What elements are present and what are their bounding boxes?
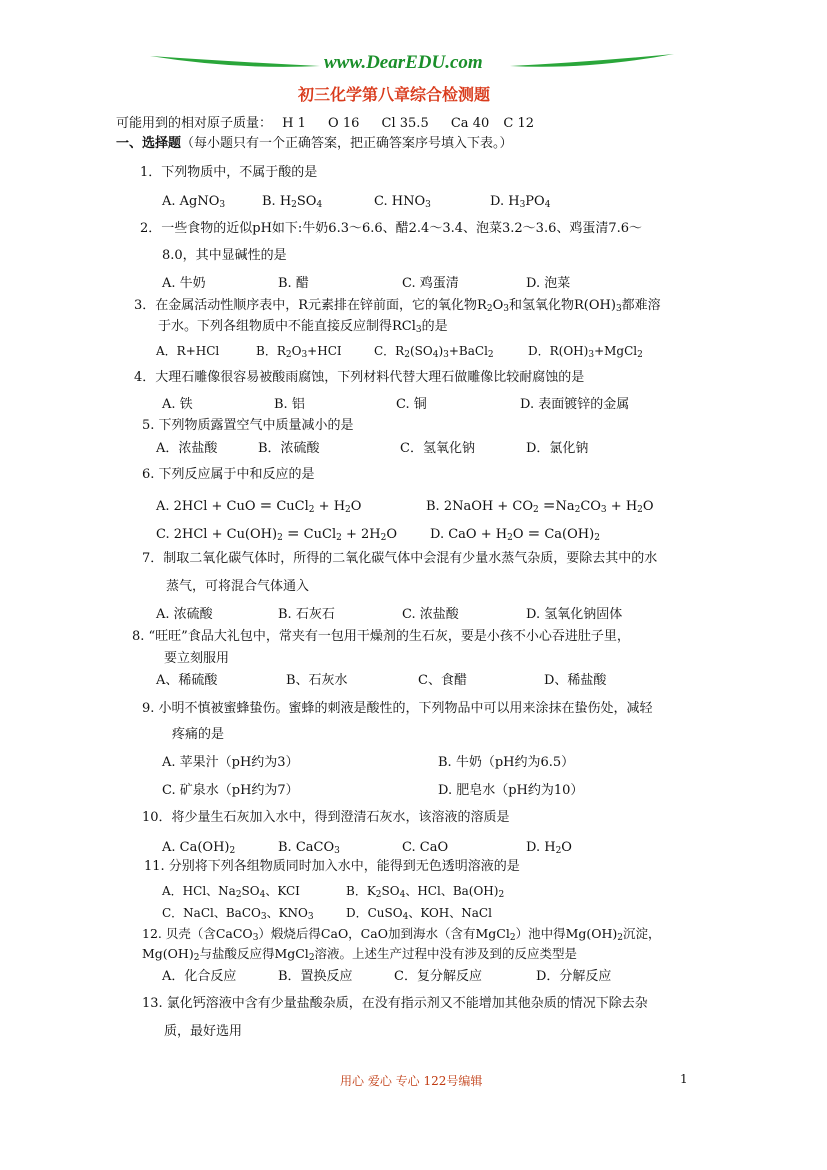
q5-option-b: B．浓硫酸: [258, 441, 320, 456]
q1-option-a: A. AgNO$_3$: [162, 194, 226, 210]
q1-stem: 1．下列物质中，不属于酸的是: [140, 165, 318, 180]
q9-option-b: B. 牛奶（pH约为6.5）: [438, 755, 575, 770]
q2-option-b: B. 醋: [278, 276, 309, 291]
atomic-mass-line: [116, 116, 534, 132]
q4-stem: 4．大理石雕像很容易被酸雨腐蚀，下列材料代替大理石做雕像比较耐腐蚀的是: [134, 370, 585, 385]
q6-option-a: A. 2HCl + CuO = CuCl$_2$ + $H_2O$: [156, 496, 362, 515]
q6-stem: 6. 下列反应属于中和反应的是: [142, 467, 315, 482]
q4-option-b: B. 铝: [274, 397, 305, 412]
q11-stem: 11. 分别将下列各组物质同时加入水中，能得到无色透明溶液的是: [144, 859, 520, 874]
mass-cl: Cl 35.5: [381, 116, 429, 131]
q2-option-a: A. 牛奶: [162, 276, 206, 291]
q11-option-d: D．CuSO$_4$、KOH、NaCl: [346, 906, 492, 922]
q3-option-b: B．$R_2O_3+HCI$: [256, 344, 342, 360]
q10-stem: 10．将少量生石灰加入水中，得到澄清石灰水，该溶液的溶质是: [142, 810, 510, 825]
q5-option-c: C．氢氧化钠: [400, 441, 475, 456]
q7-option-b: B. 石灰石: [278, 607, 335, 622]
q5-option-a: A．浓盐酸: [156, 441, 218, 456]
q8-option-d: D、稀盐酸: [544, 673, 607, 688]
site-logo: www.DearEDU.com: [324, 52, 483, 73]
q6-option-b: B. 2NaOH + $CO_2 =Na_2CO_3 + H_2O$: [426, 496, 654, 515]
q10-option-c: C. CaO: [402, 840, 449, 855]
q9-stem-line1: 9. 小明不慎被蜜蜂蛰伤。蜜蜂的刺液是酸性的，下列物品中可以用来涂抹在蛰伤处，减轻: [142, 701, 653, 716]
footer-text: 用心 爱心 专心 122号编辑: [340, 1074, 483, 1088]
q2-option-c: C. 鸡蛋清: [402, 276, 459, 291]
left-swoosh-decoration: [148, 52, 323, 74]
q11-option-c: C．NaCl、BaCO$_3$、$KNO_3$: [162, 906, 314, 922]
q9-option-d: D. 肥皂水（pH约为10）: [438, 783, 584, 798]
q8-option-b: B、石灰水: [286, 673, 348, 688]
q11-option-b: B．$K_2SO_4$、HCl、$Ba(OH)_2$: [346, 884, 505, 900]
q12-option-d: D．分解反应: [536, 969, 612, 984]
section-note: （每小题只有一个正确答案，把正确答案序号填入下表。）: [181, 136, 513, 151]
q1-option-d: D. $H_3PO_4$: [490, 194, 551, 210]
q3-option-d: D．$R(OH)_3+MgCl_2$: [528, 344, 643, 360]
atomic-mass-label: 可能用到的相对原子质量：: [116, 116, 273, 131]
q3-stem-line2: 于水。下列各组物质中不能直接反应制得RCl$_3$的是: [158, 319, 448, 335]
q12-stem-line2: $Mg(OH)_2$与盐酸反应得MgCl$_2$溶液。上述生产过程中没有涉及到的反应类型是: [142, 946, 578, 963]
q12-option-b: B．置换反应: [278, 969, 353, 984]
q13-stem-line2: 质，最好选用: [164, 1024, 243, 1039]
q1-option-b: B. $H_2SO_4$: [262, 194, 323, 210]
page-number: 1: [680, 1072, 688, 1086]
q9-stem-line2: 疼痛的是: [172, 727, 225, 742]
q5-option-d: D．氯化钠: [526, 441, 589, 456]
q13-stem-line1: 13. 氯化钙溶液中含有少量盐酸杂质，在没有指示剂又不能增加其他杂质的情况下除去杂: [142, 996, 648, 1011]
q11-option-a: A．HCl、$Na_2SO_4$、KCI: [162, 884, 300, 900]
q8-stem-line1: 8. “旺旺”食品大礼包中，常夹有一包用干燥剂的生石灰，要是小孩不小心吞进肚子里，: [132, 629, 630, 644]
q12-option-a: A．化合反应: [162, 969, 237, 984]
q7-option-a: A. 浓硫酸: [156, 607, 213, 622]
mass-h: H 1: [282, 116, 306, 131]
section-heading: 一、选择题: [116, 136, 182, 151]
mass-o: O 16: [328, 116, 360, 131]
q6-option-c: C. $2HCl + Cu(OH)_2$ = CuCl$_2$ + $2H_2O$: [156, 524, 398, 543]
section-heading-line: [116, 136, 513, 152]
q10-option-b: B. CaCO$_3$: [278, 840, 340, 856]
q7-option-d: D. 氢氧化钠固体: [526, 607, 623, 622]
q4-option-c: C. 铜: [396, 397, 427, 412]
q3-stem-line1: 3．在金属活动性顺序表中，R元素排在锌前面，它的氧化物$R_2O_3$和氢氧化物$R(OH)_3$都难溶: [134, 298, 661, 314]
q10-option-d: D. $H_2O$: [526, 840, 572, 856]
q6-option-d: D. CaO + $H_2O = Ca(OH)_2$: [430, 524, 600, 543]
q2-stem-line1: 2．一些食物的近似pH如下:牛奶6.3～6.6、醋2.4～3.4、泡菜3.2～3.6、鸡蛋清7.6～: [140, 221, 643, 236]
q10-option-a: A. $Ca(OH)_2$: [162, 840, 236, 856]
q4-option-a: A. 铁: [162, 397, 193, 412]
q8-stem-line2: 要立刻服用: [164, 651, 230, 666]
q7-stem-line2: 蒸气，可将混合气体通入: [166, 579, 310, 594]
page-title: 初三化学第八章综合检测题: [298, 85, 491, 104]
q12-option-c: C．复分解反应: [394, 969, 482, 984]
mass-ca: Ca 40: [450, 116, 490, 131]
mass-c: C 12: [503, 116, 534, 131]
q2-option-d: D. 泡菜: [526, 276, 571, 291]
q4-option-d: D. 表面镀锌的金属: [520, 397, 630, 412]
q3-option-a: A．R+HCl: [156, 344, 220, 358]
q9-option-c: C. 矿泉水（pH约为7）: [162, 783, 299, 798]
q3-option-c: C．$R_2(SO_4)_3+BaCl_2$: [374, 344, 494, 360]
q7-option-c: C. 浓盐酸: [402, 607, 459, 622]
q2-stem-line2: 8.0，其中显碱性的是: [162, 248, 287, 263]
q8-option-c: C、食醋: [418, 673, 467, 688]
q7-stem-line1: 7．制取二氧化碳气体时，所得的二氧化碳气体中会混有少量水蒸气杂质，要除去其中的水: [142, 551, 658, 566]
q5-stem: 5. 下列物质露置空气中质量减小的是: [142, 418, 354, 433]
q12-stem-line1: 12. 贝壳（含CaCO$_3$）煅烧后得CaO，CaO加到海水（含有MgCl$_2$）池中得$Mg(OH)_2$沉淀，: [142, 926, 661, 943]
q9-option-a: A. 苹果汁（pH约为3）: [162, 755, 299, 770]
right-swoosh-decoration: [508, 52, 678, 74]
q1-option-c: C. $HNO_3$: [374, 194, 431, 210]
q8-option-a: A、稀硫酸: [156, 673, 218, 688]
